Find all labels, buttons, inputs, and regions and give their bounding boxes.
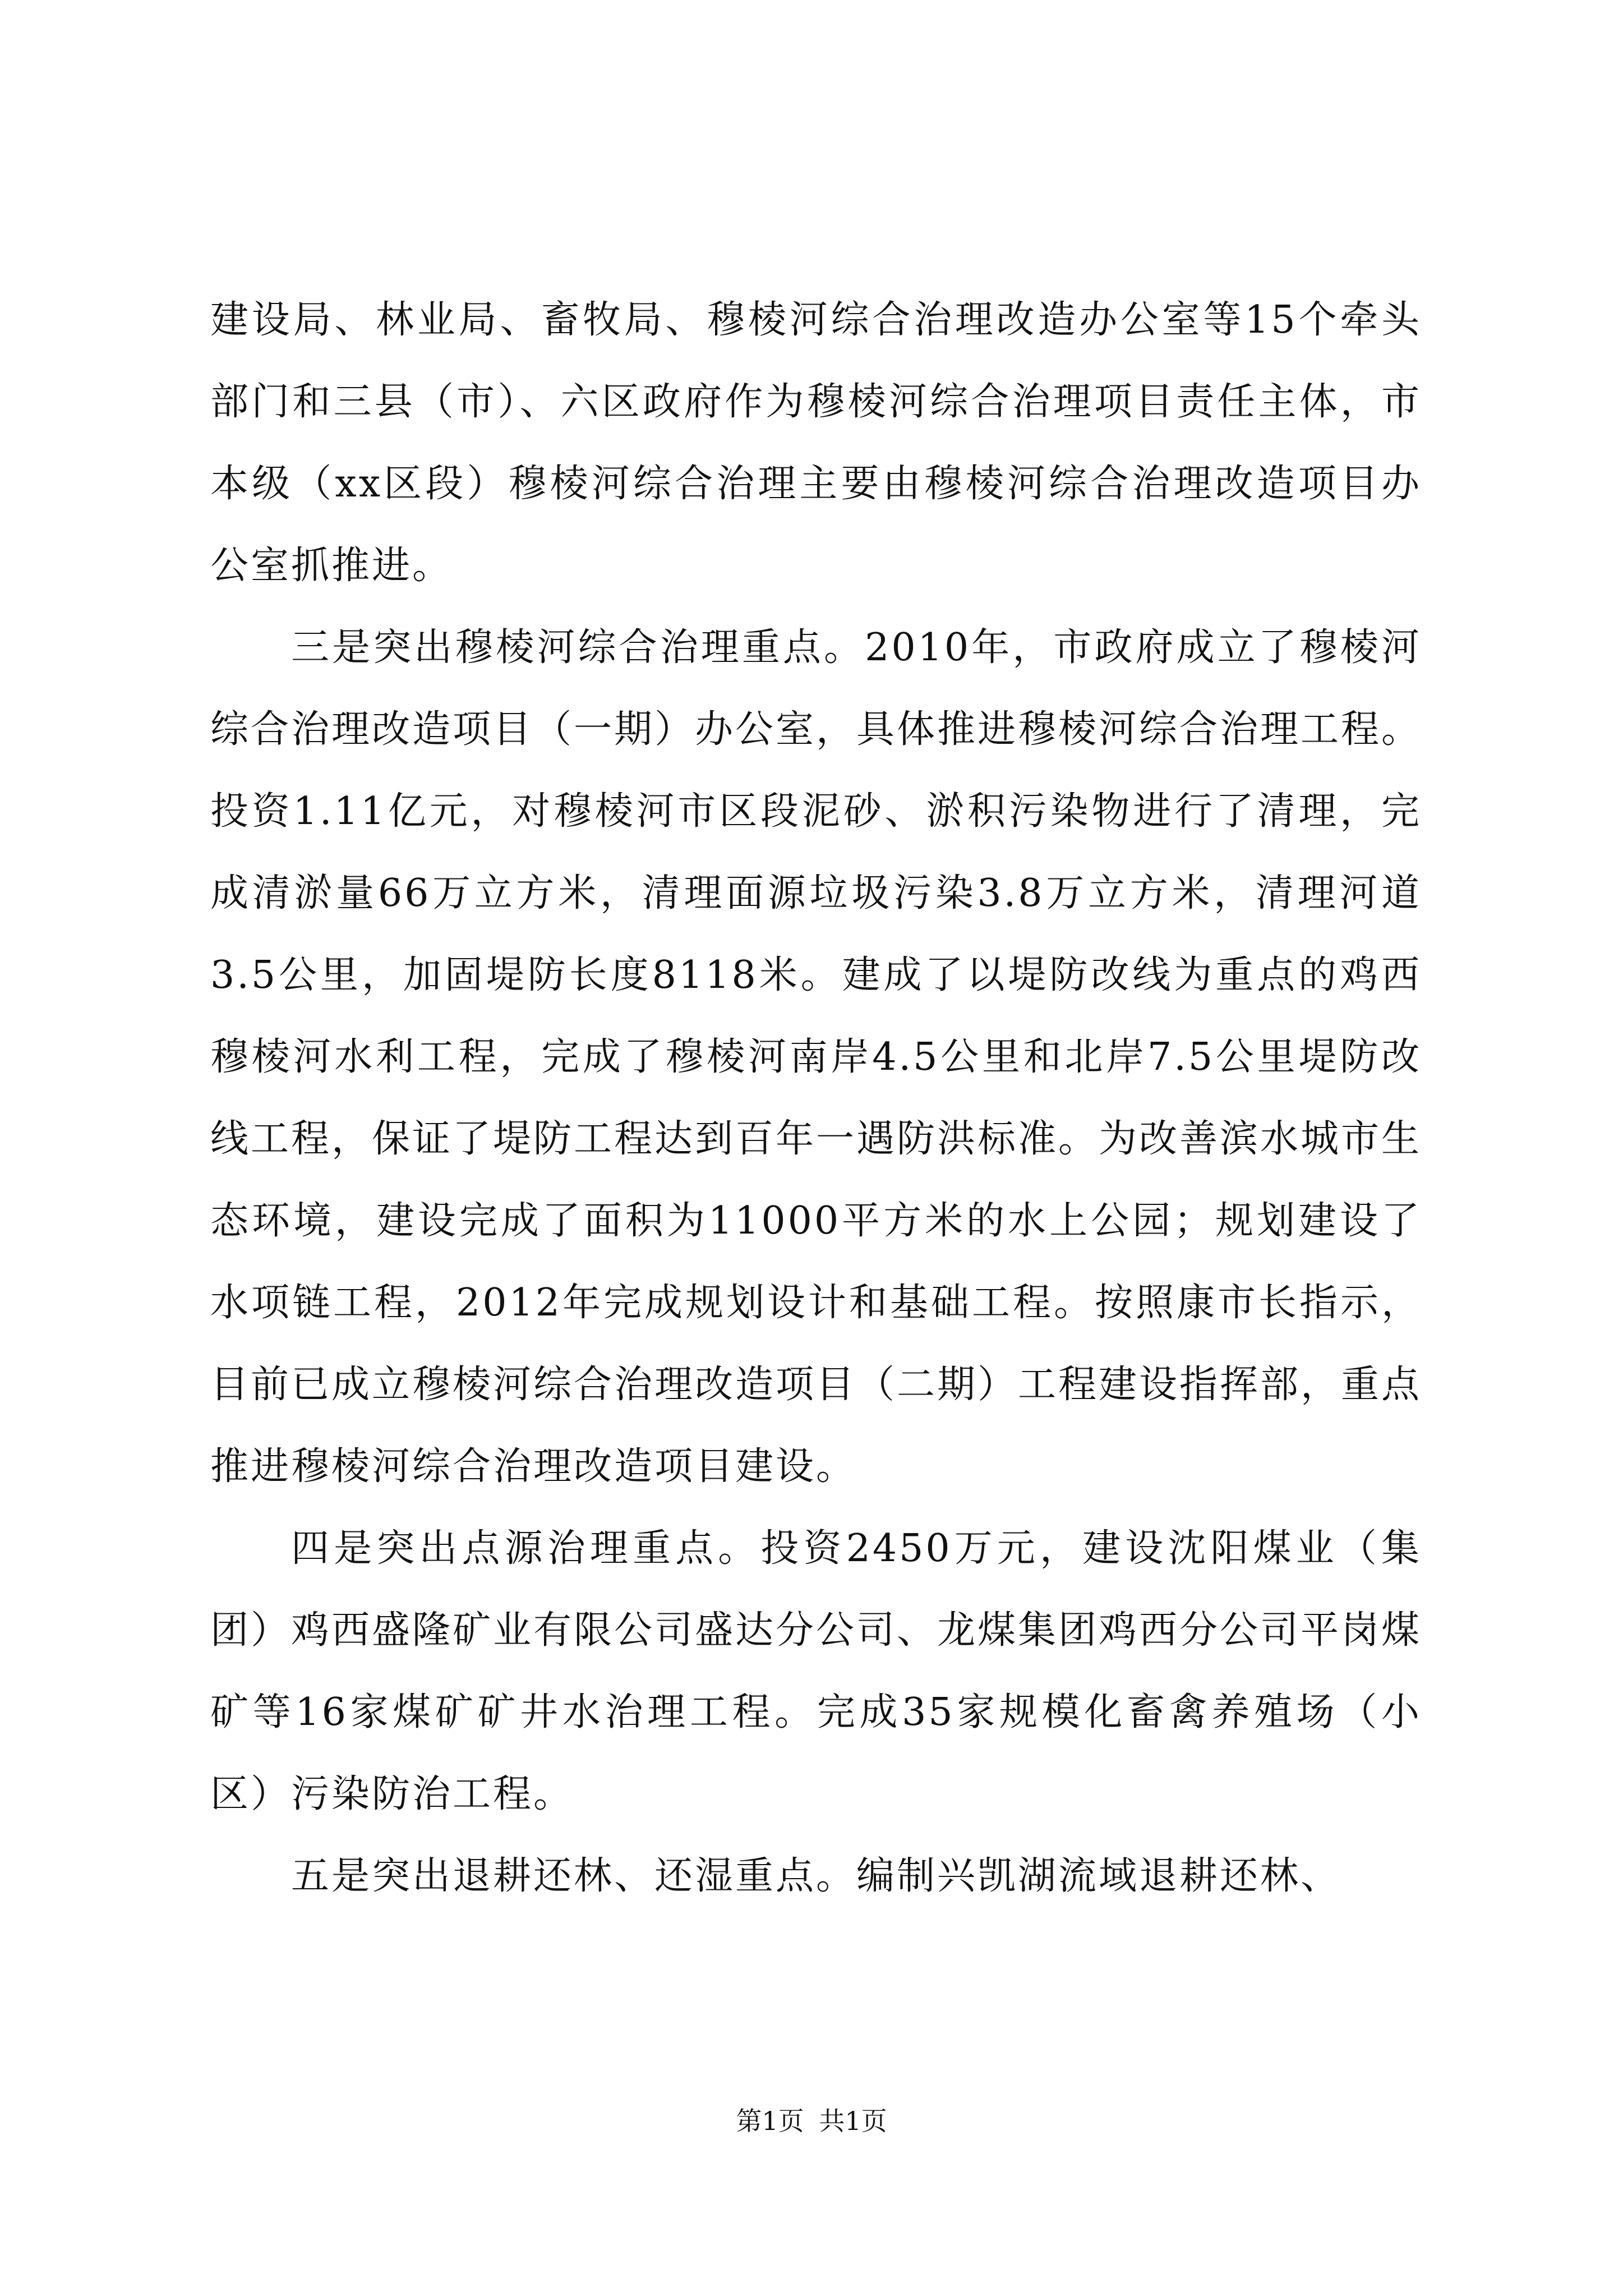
page-footer: [0, 2101, 1623, 2138]
page-number: 第1页: [736, 2106, 804, 2136]
document-body: [210, 279, 1422, 1917]
paragraph-3: 四是突出点源治理重点。投资2450万元，建设沈阳煤业（集团）鸡西盛隆矿业有限公司盛达分公司、龙煤集团鸡西分公司平岗煤矿等16家煤矿矿井水治理工程。完成35家规模化畜禽养殖场（小区）污染防治工程。: [210, 1526, 1422, 1816]
paragraph-1: 建设局、林业局、畜牧局、穆棱河综合治理改造办公室等15个牵头部门和三县（市）、六区政府作为穆棱河综合治理项目责任主体，市本级（xx区段）穆棱河综合治理主要由穆棱河综合治理改造项目办公室抓推进。: [210, 298, 1422, 588]
page-total: 共1页: [819, 2106, 887, 2136]
paragraph-4: 五是突出退耕还林、还湿重点。编制兴凯湖流域退耕还林、: [291, 1854, 1341, 1898]
paragraph-2: 三是突出穆棱河综合治理重点。2010年，市政府成立了穆棱河综合治理改造项目（一期）办公室，具体推进穆棱河综合治理工程。投资1.11亿元，对穆棱河市区段泥砂、淤积污染物进行了清理，完成清淤量66万立方米，清理面源垃圾污染3.8万立方米，清理河道3.5公里，加固堤防长度8118米。建成了以堤防改线为重点的鸡西穆棱河水利工程，完成了穆棱河南岸4.5公里和北岸7.5公里堤防改线工程，保证了堤防工程达到百年一遇防洪标准。为改善滨水城市生态环境，建设完成了面积为11000平方米的水上公园；规划建设了水项链工程，2012年完成规划设计和基础工程。按照康市长指示，目前已成立穆棱河综合治理改造项目（二期）工程建设指挥部，重点推进穆棱河综合治理改造项目建设。: [210, 625, 1422, 1489]
